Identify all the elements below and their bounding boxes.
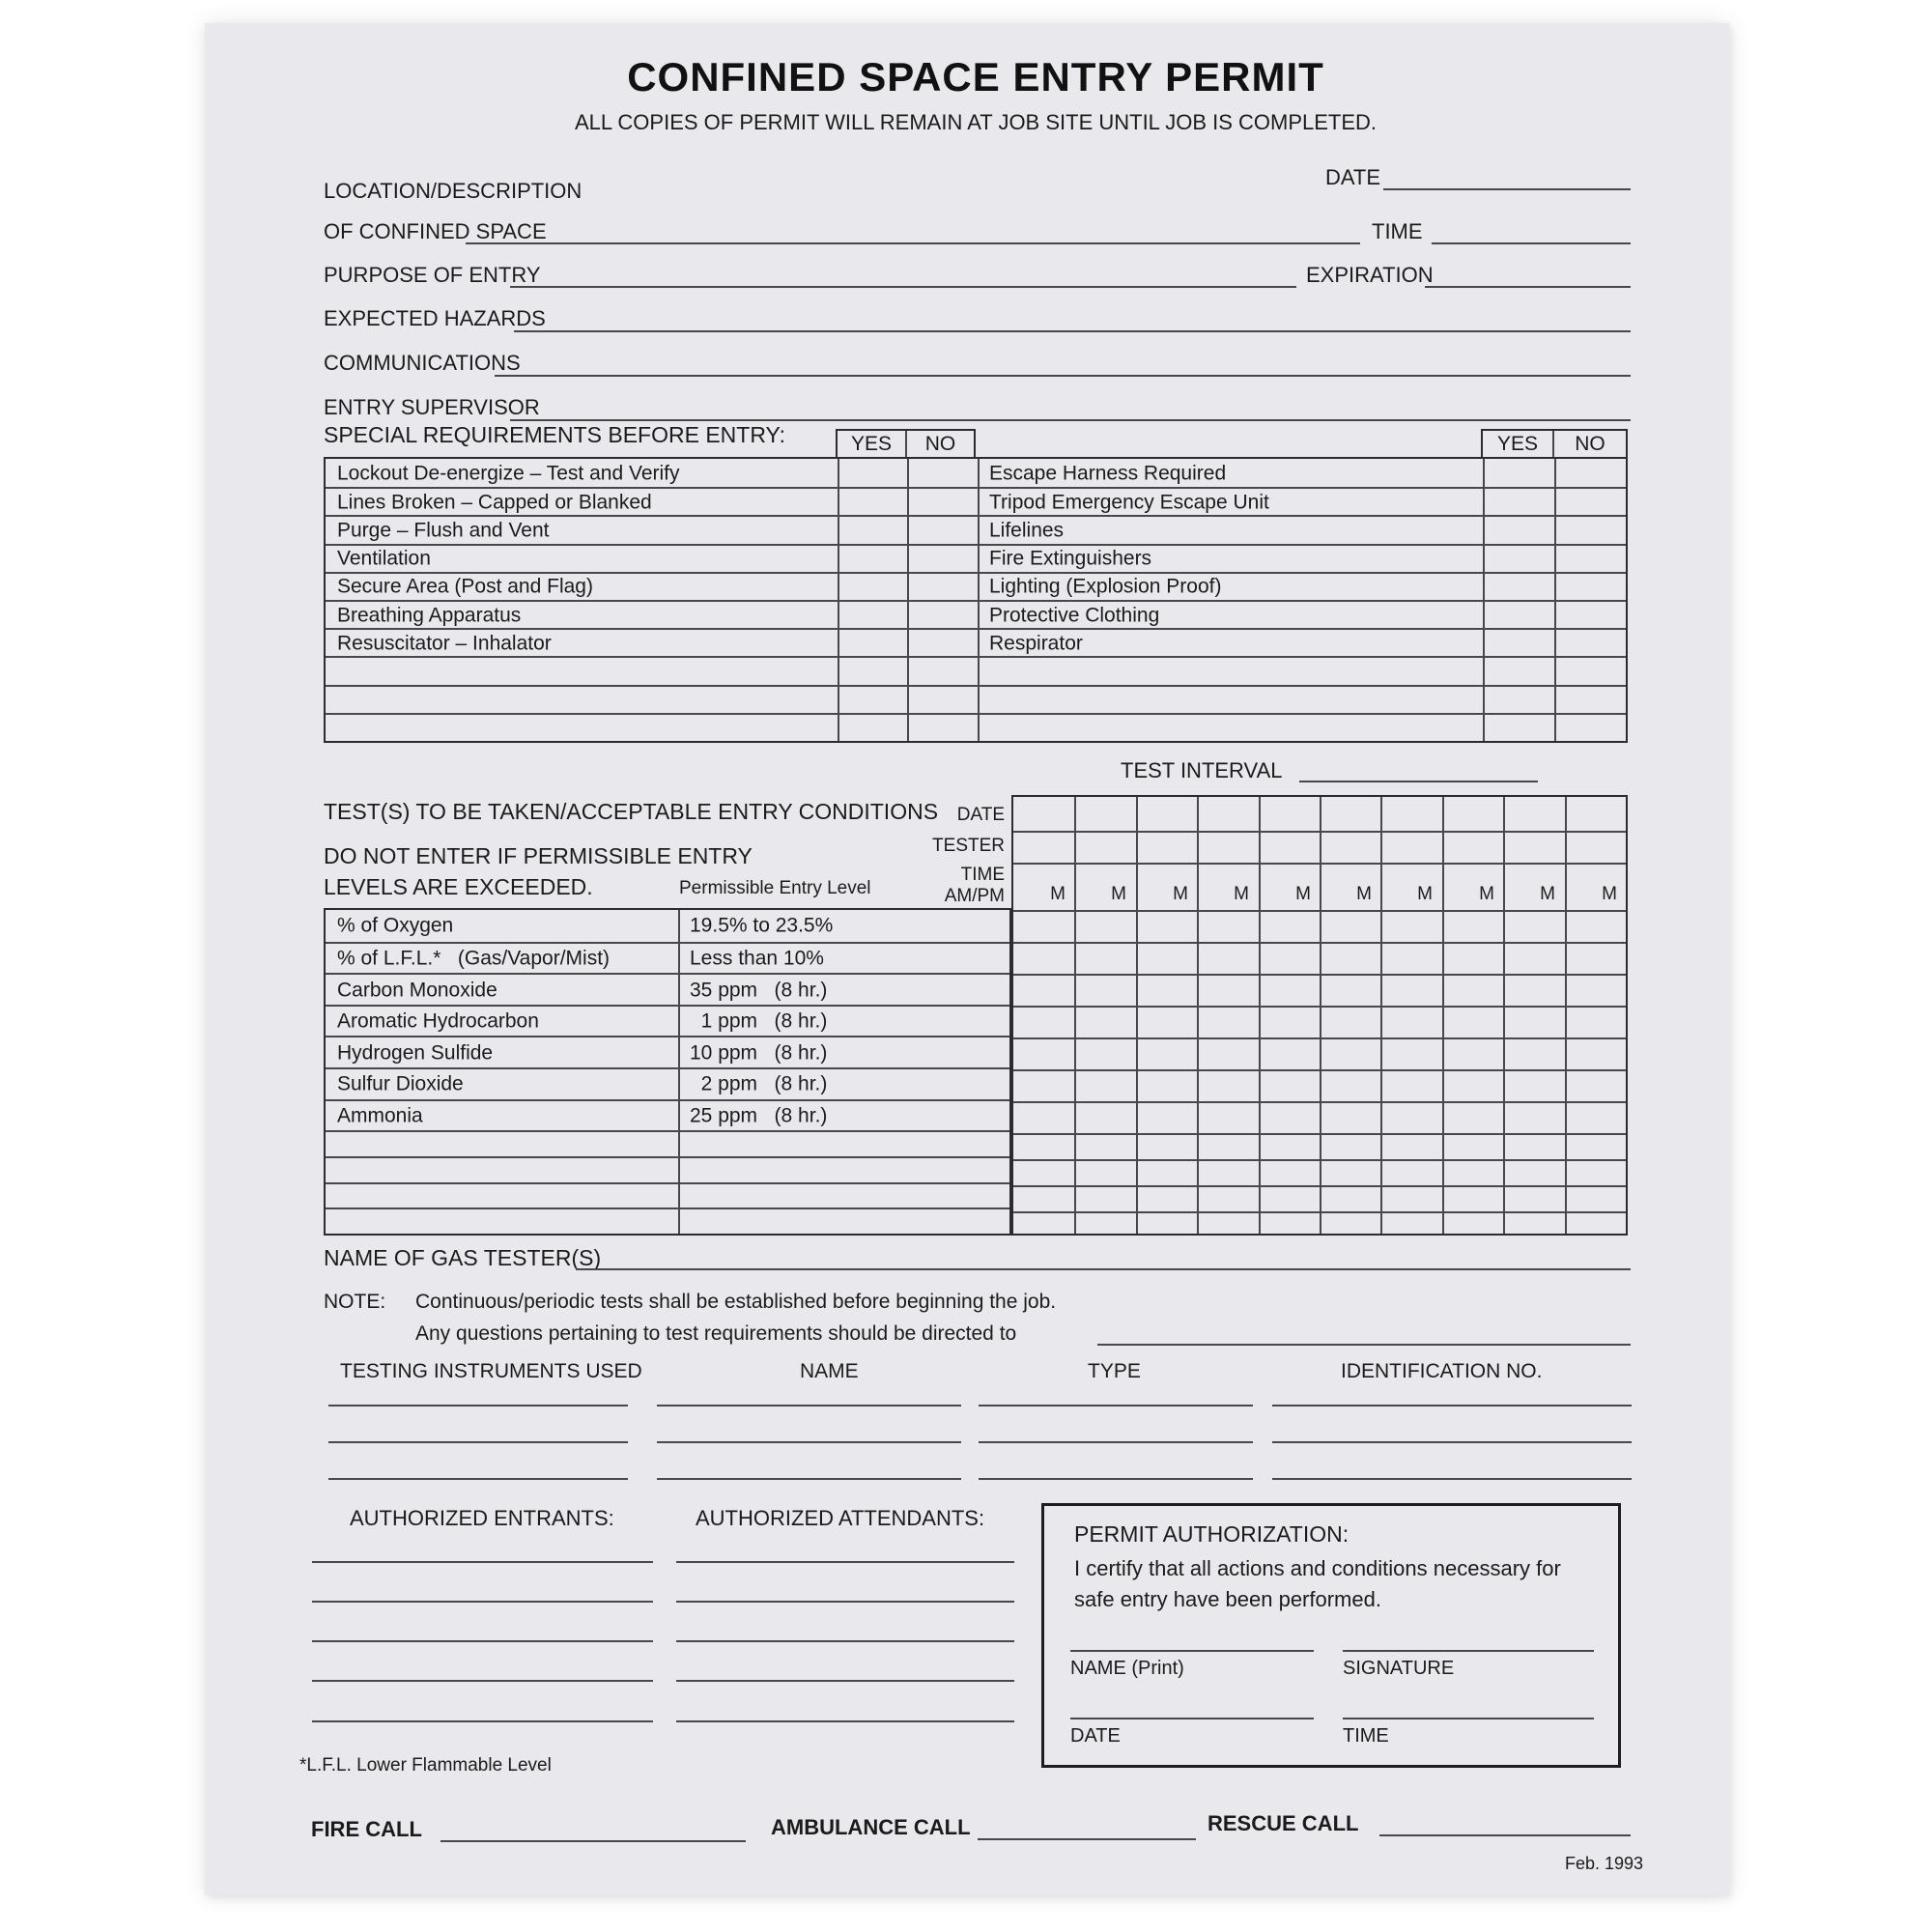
- grid-tester-label: TESTER: [932, 836, 1005, 856]
- test-name: Aromatic Hydrocarbon: [337, 1009, 539, 1033]
- test-permissible-level: 1 ppm (8 hr.): [690, 1009, 828, 1033]
- yes-cell-right[interactable]: [1483, 459, 1554, 487]
- requirement-item-left: Resuscitator – Inhalator: [337, 632, 552, 655]
- attendant-fill-line[interactable]: [676, 1601, 1014, 1603]
- no-cell-right[interactable]: [1554, 658, 1628, 684]
- fire-call-label: FIRE CALL: [311, 1817, 422, 1841]
- special-requirements-row: [326, 487, 1626, 515]
- special-requirements-row: [326, 459, 1626, 487]
- yes-cell-right[interactable]: [1483, 546, 1554, 572]
- hazards-line[interactable]: [514, 330, 1631, 332]
- no-cell-left[interactable]: [907, 715, 978, 741]
- meridiem-m-label: M: [1111, 884, 1126, 904]
- authorization-date-label: DATE: [1070, 1725, 1121, 1747]
- yes-cell-left[interactable]: [838, 658, 907, 684]
- authorization-time-line[interactable]: [1343, 1718, 1594, 1719]
- location-label-line1: LOCATION/DESCRIPTION: [324, 179, 582, 203]
- type-header: TYPE: [1088, 1360, 1141, 1382]
- tests-heading: TEST(S) TO BE TAKEN/ACCEPTABLE ENTRY CONDITIONS: [324, 799, 939, 824]
- rescue-call-label: RESCUE CALL: [1208, 1811, 1359, 1835]
- time-line[interactable]: [1432, 242, 1631, 244]
- meridiem-m-label: M: [1417, 884, 1433, 904]
- test-name: Hydrogen Sulfide: [337, 1041, 494, 1065]
- special-requirements-row: [326, 572, 1626, 600]
- yes-cell-left[interactable]: [838, 459, 907, 487]
- test-name: Carbon Monoxide: [337, 979, 497, 1002]
- no-cell-right[interactable]: [1554, 459, 1628, 487]
- yes-header-right: YES: [1496, 432, 1539, 455]
- instrument-fill-line[interactable]: [328, 1478, 628, 1480]
- time-label: TIME: [1372, 219, 1423, 243]
- instrument-fill-line[interactable]: [657, 1405, 961, 1406]
- no-header-right: NO: [1575, 432, 1605, 455]
- yes-cell-right[interactable]: [1483, 658, 1554, 684]
- requirement-item-left: Lockout De-energize – Test and Verify: [337, 462, 680, 485]
- meridiem-m-label: M: [1356, 884, 1372, 904]
- note-line2: Any questions pertaining to test requirements should be directed to: [415, 1322, 1017, 1345]
- yes-cell-left[interactable]: [838, 546, 907, 572]
- test-permissible-level: 19.5% to 23.5%: [690, 914, 834, 937]
- tests-table: [324, 908, 1011, 1236]
- special-requirements-row: [326, 713, 1626, 741]
- expiration-line[interactable]: [1425, 286, 1631, 288]
- grid-row-divider: [1013, 863, 1626, 865]
- ambulance-call-label: AMBULANCE CALL: [771, 1815, 971, 1839]
- no-cell-left[interactable]: [907, 630, 978, 656]
- rescue-call-line[interactable]: [1379, 1834, 1631, 1836]
- no-cell-right[interactable]: [1554, 630, 1628, 656]
- requirement-item-left: Ventilation: [337, 547, 431, 570]
- no-cell-right[interactable]: [1554, 687, 1628, 713]
- permissible-entry-level-header: Permissible Entry Level: [679, 878, 871, 898]
- entry-supervisor-label: ENTRY SUPERVISOR: [324, 395, 540, 419]
- yes-cell-right[interactable]: [1483, 517, 1554, 543]
- grid-row-divider: [1013, 974, 1626, 976]
- test-permissible-level: 2 ppm (8 hr.): [690, 1072, 828, 1095]
- requirement-item-left: Lines Broken – Capped or Blanked: [337, 491, 652, 514]
- test-interval-grid[interactable]: [1011, 795, 1628, 1236]
- fire-call-line[interactable]: [440, 1840, 746, 1842]
- meridiem-m-label: M: [1234, 884, 1249, 904]
- no-cell-left[interactable]: [907, 459, 978, 487]
- note-directed-to-line[interactable]: [1097, 1344, 1631, 1346]
- grid-row-divider: [1013, 1101, 1626, 1103]
- authorized-attendants-heading: AUTHORIZED ATTENDANTS:: [696, 1506, 985, 1530]
- test-row: [326, 1208, 1009, 1234]
- date-line[interactable]: [1383, 188, 1631, 190]
- grid-row-divider: [1013, 910, 1626, 912]
- special-requirements-row: [326, 544, 1626, 572]
- yes-no-header-left: [836, 429, 976, 459]
- yes-cell-left[interactable]: [838, 602, 907, 628]
- no-cell-right[interactable]: [1554, 715, 1628, 741]
- grid-row-divider: [1013, 1185, 1626, 1187]
- identification-no-header: IDENTIFICATION NO.: [1341, 1360, 1543, 1382]
- tests-warning-line2: LEVELS ARE EXCEEDED.: [324, 874, 593, 899]
- test-name: Ammonia: [337, 1104, 423, 1127]
- instrument-fill-line[interactable]: [657, 1441, 961, 1443]
- meridiem-m-label: M: [1050, 884, 1065, 904]
- instrument-fill-line[interactable]: [328, 1441, 628, 1443]
- table-divider: [1554, 459, 1556, 741]
- meridiem-m-label: M: [1295, 884, 1311, 904]
- instrument-fill-line[interactable]: [1272, 1405, 1632, 1406]
- test-name: % of L.F.L.* (Gas/Vapor/Mist): [337, 947, 611, 970]
- no-header-left: NO: [924, 432, 956, 455]
- yes-cell-left[interactable]: [838, 687, 907, 713]
- test-permissible-level: Less than 10%: [690, 947, 824, 970]
- instrument-fill-line[interactable]: [979, 1405, 1253, 1406]
- authorized-entrants-heading: AUTHORIZED ENTRANTS:: [350, 1506, 614, 1530]
- test-row: [326, 1067, 1009, 1099]
- test-row: [326, 1005, 1009, 1037]
- communications-line[interactable]: [495, 375, 1631, 377]
- test-row: [326, 1156, 1009, 1182]
- test-row: [326, 1130, 1009, 1156]
- test-row: [326, 1036, 1009, 1067]
- yes-cell-right[interactable]: [1483, 630, 1554, 656]
- table-divider: [678, 910, 680, 1234]
- entrant-fill-line[interactable]: [312, 1561, 653, 1563]
- purpose-line[interactable]: [510, 286, 1296, 288]
- test-row: [326, 942, 1009, 974]
- requirement-item-left: Purge – Flush and Vent: [337, 519, 550, 542]
- name-header: NAME: [800, 1360, 859, 1382]
- grid-row-divider: [1013, 1211, 1626, 1213]
- attendant-fill-line[interactable]: [676, 1640, 1014, 1642]
- gas-tester-line[interactable]: [576, 1268, 1631, 1270]
- entry-supervisor-line[interactable]: [510, 419, 1631, 421]
- no-cell-left[interactable]: [907, 574, 978, 600]
- grid-row-divider: [1013, 1037, 1626, 1039]
- grid-row-divider: [1013, 1159, 1626, 1161]
- special-requirements-row: [326, 685, 1626, 713]
- yes-cell-right[interactable]: [1483, 574, 1554, 600]
- note-line1: Continuous/periodic tests shall be established before beginning the job.: [415, 1291, 1057, 1313]
- authorization-name-line[interactable]: [1070, 1650, 1314, 1652]
- yes-cell-right[interactable]: [1483, 687, 1554, 713]
- instrument-fill-line[interactable]: [328, 1405, 628, 1406]
- test-row: [326, 910, 1009, 942]
- table-divider: [907, 459, 909, 741]
- requirement-item-right: Protective Clothing: [989, 604, 1160, 627]
- gas-tester-label: NAME OF GAS TESTER(S): [324, 1245, 602, 1270]
- hazards-label: EXPECTED HAZARDS: [324, 306, 546, 330]
- grid-ampm-label: AM/PM: [944, 886, 1005, 906]
- requirement-item-left: Secure Area (Post and Flag): [337, 575, 593, 598]
- no-cell-right[interactable]: [1554, 489, 1628, 515]
- authorization-signature-label: SIGNATURE: [1343, 1658, 1455, 1679]
- attendant-fill-line[interactable]: [676, 1561, 1014, 1563]
- instrument-fill-line[interactable]: [657, 1478, 961, 1480]
- test-name: % of Oxygen: [337, 914, 454, 937]
- requirement-item-right: Lighting (Explosion Proof): [989, 575, 1222, 598]
- test-interval-line[interactable]: [1299, 781, 1538, 782]
- special-requirements-heading: SPECIAL REQUIREMENTS BEFORE ENTRY:: [324, 422, 785, 447]
- revision-date: Feb. 1993: [1565, 1854, 1644, 1873]
- special-requirements-row: [326, 515, 1626, 543]
- entrant-fill-line[interactable]: [312, 1601, 653, 1603]
- no-cell-left[interactable]: [907, 658, 978, 684]
- requirement-item-left: Breathing Apparatus: [337, 604, 522, 627]
- yes-cell-right[interactable]: [1483, 489, 1554, 515]
- meridiem-m-label: M: [1540, 884, 1555, 904]
- date-label: DATE: [1325, 165, 1381, 189]
- yes-cell-left[interactable]: [838, 489, 907, 515]
- purpose-label: PURPOSE OF ENTRY: [324, 263, 541, 287]
- requirement-item-right: Fire Extinguishers: [989, 547, 1152, 570]
- grid-row-divider: [1013, 831, 1626, 833]
- lfl-footnote: *L.F.L. Lower Flammable Level: [299, 1755, 552, 1776]
- entrant-fill-line[interactable]: [312, 1720, 653, 1722]
- instruments-header: TESTING INSTRUMENTS USED: [340, 1360, 642, 1382]
- yes-header-left: YES: [850, 432, 893, 455]
- table-divider: [838, 459, 839, 741]
- instrument-fill-line[interactable]: [979, 1478, 1253, 1480]
- entrant-fill-line[interactable]: [312, 1640, 653, 1642]
- yes-cell-right[interactable]: [1483, 715, 1554, 741]
- test-permissible-level: 35 ppm (8 hr.): [690, 979, 828, 1002]
- yes-no-header-right: [1481, 429, 1628, 459]
- entrant-fill-line[interactable]: [312, 1680, 653, 1682]
- instrument-fill-line[interactable]: [1272, 1478, 1632, 1480]
- authorization-body-line2: safe entry have been performed.: [1074, 1587, 1381, 1611]
- meridiem-m-label: M: [1602, 884, 1617, 904]
- no-cell-left[interactable]: [907, 602, 978, 628]
- special-requirements-table: [324, 457, 1628, 743]
- grid-row-divider: [1013, 1133, 1626, 1135]
- communications-label: COMMUNICATIONS: [324, 351, 521, 375]
- location-label-line2: OF CONFINED SPACE: [324, 219, 547, 243]
- test-permissible-level: 10 ppm (8 hr.): [690, 1041, 828, 1065]
- test-name: Sulfur Dioxide: [337, 1072, 464, 1095]
- authorization-time-label: TIME: [1343, 1725, 1389, 1747]
- no-cell-right[interactable]: [1554, 517, 1628, 543]
- table-divider: [978, 459, 980, 741]
- test-row: [326, 1182, 1009, 1208]
- requirement-item-right: Respirator: [989, 632, 1083, 655]
- yes-cell-left[interactable]: [838, 715, 907, 741]
- no-cell-left[interactable]: [907, 546, 978, 572]
- grid-row-divider: [1013, 1006, 1626, 1008]
- grid-row-divider: [1013, 942, 1626, 944]
- no-cell-left[interactable]: [907, 517, 978, 543]
- tests-warning-line1: DO NOT ENTER IF PERMISSIBLE ENTRY: [324, 843, 753, 868]
- note-label: NOTE:: [324, 1291, 386, 1313]
- no-cell-left[interactable]: [907, 489, 978, 515]
- special-requirements-row: [326, 628, 1626, 656]
- authorization-heading: PERMIT AUTHORIZATION:: [1074, 1521, 1350, 1547]
- authorization-signature-line[interactable]: [1343, 1650, 1594, 1652]
- no-cell-left[interactable]: [907, 687, 978, 713]
- no-cell-right[interactable]: [1554, 546, 1628, 572]
- requirement-item-right: Lifelines: [989, 519, 1065, 542]
- expiration-label: EXPIRATION: [1306, 263, 1434, 287]
- no-cell-right[interactable]: [1554, 574, 1628, 600]
- attendant-fill-line[interactable]: [676, 1720, 1014, 1722]
- instrument-fill-line[interactable]: [979, 1441, 1253, 1443]
- yes-cell-right[interactable]: [1483, 602, 1554, 628]
- authorization-name-label: NAME (Print): [1070, 1658, 1184, 1679]
- meridiem-m-label: M: [1479, 884, 1494, 904]
- meridiem-m-label: M: [1173, 884, 1188, 904]
- test-row: [326, 1099, 1009, 1131]
- attendant-fill-line[interactable]: [676, 1680, 1014, 1682]
- instrument-fill-line[interactable]: [1272, 1441, 1632, 1443]
- location-line[interactable]: [466, 242, 1360, 244]
- requirement-item-right: Tripod Emergency Escape Unit: [989, 491, 1269, 514]
- requirement-item-right: Escape Harness Required: [989, 462, 1227, 485]
- special-requirements-row: [326, 600, 1626, 628]
- special-requirements-row: [326, 656, 1626, 684]
- test-interval-label: TEST INTERVAL: [1121, 758, 1283, 782]
- yes-cell-left[interactable]: [838, 574, 907, 600]
- form-subtitle: ALL COPIES OF PERMIT WILL REMAIN AT JOB SITE UNTIL JOB IS COMPLETED.: [574, 110, 1378, 134]
- form-title: CONFINED SPACE ENTRY PERMIT: [627, 54, 1324, 99]
- ambulance-call-line[interactable]: [978, 1838, 1196, 1840]
- yes-cell-left[interactable]: [838, 517, 907, 543]
- authorization-body-line1: I certify that all actions and conditions necessary for: [1074, 1556, 1561, 1580]
- authorization-date-line[interactable]: [1070, 1718, 1314, 1719]
- table-divider: [1483, 459, 1485, 741]
- grid-row-divider: [1013, 1069, 1626, 1071]
- test-row: [326, 973, 1009, 1005]
- grid-time-label: TIME: [960, 865, 1005, 885]
- grid-date-label: DATE: [956, 805, 1005, 825]
- test-permissible-level: 25 ppm (8 hr.): [690, 1104, 828, 1127]
- yes-cell-left[interactable]: [838, 630, 907, 656]
- no-cell-right[interactable]: [1554, 602, 1628, 628]
